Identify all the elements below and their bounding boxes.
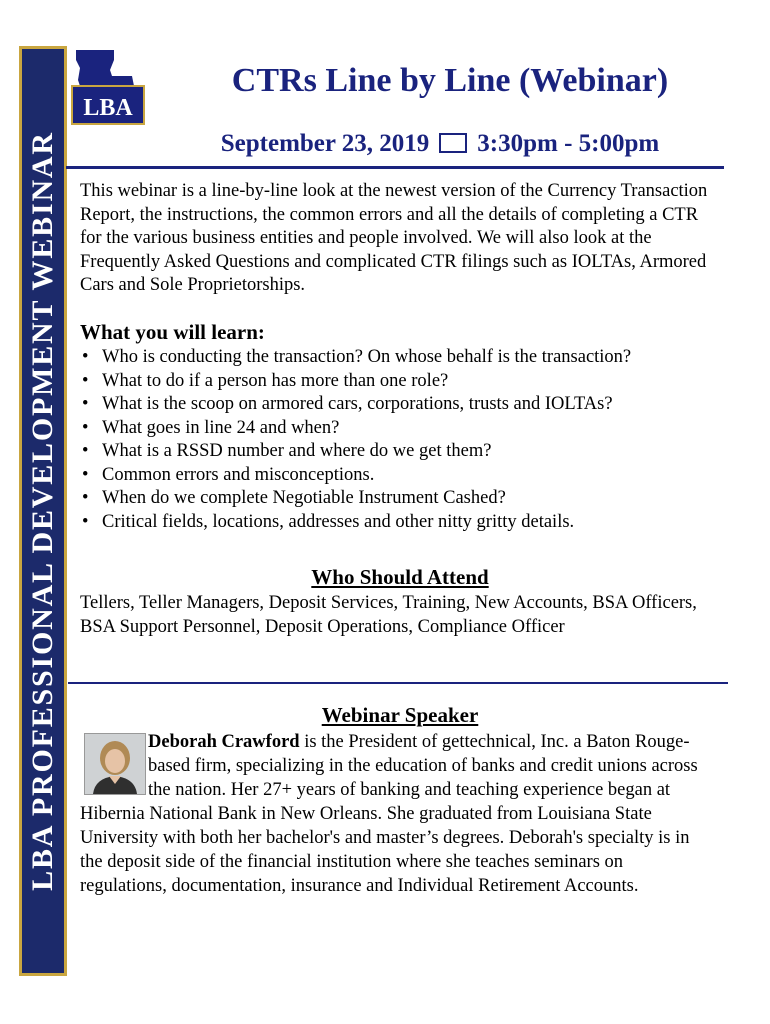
list-item: • What to do if a person has more than one role? [80, 370, 720, 394]
calendar-box-icon [439, 133, 467, 153]
list-item: • What is the scoop on armored cars, corporations, trusts and IOLTAs? [80, 393, 720, 417]
attend-text: Tellers, Teller Managers, Deposit Services, Training, New Accounts, BSA Officers, BSA Support Personnel, Deposit Operations, Compliance Officer [80, 593, 697, 637]
bullet-icon: • [82, 441, 89, 461]
bullet-icon: • [82, 511, 89, 532]
learn-heading: What you will learn: [80, 320, 265, 344]
bullet-icon: • [82, 347, 89, 367]
list-item: • When do we complete Negotiable Instrument Cashed? [80, 487, 720, 511]
speaker-heading: Webinar Speaker [321, 703, 479, 727]
side-banner [19, 46, 67, 976]
learn-list [80, 346, 720, 534]
lba-logo [68, 46, 148, 128]
speaker-name: Deborah Crawford [148, 732, 300, 752]
date-time-line [175, 130, 705, 158]
list-item: • Common errors and misconceptions. [80, 464, 720, 488]
section-divider [68, 682, 728, 684]
list-item: • What goes in line 24 and when? [80, 417, 720, 441]
event-date: September 23, 2019 [220, 130, 430, 157]
intro-paragraph: This webinar is a line-by-line look at the newest version of the Currency Transaction Report, the instructions, the common errors and all the details of completing a CTR for the various business entities and people involved. We will also look at the Frequently Asked Questions and complicated CTR filings such as IOLTAs, Armored Cars and Sole Proprietorships. [80, 181, 708, 295]
bullet-icon: • [82, 394, 89, 414]
bullet-icon: • [82, 370, 89, 391]
logo-text: LBA [83, 95, 133, 121]
attend-heading: Who Should Attend [311, 565, 489, 589]
list-item: • Critical fields, locations, addresses and other nitty gritty details. [80, 511, 720, 535]
bullet-icon: • [82, 417, 89, 438]
event-time: 3:30pm - 5:00pm [477, 130, 660, 157]
list-item: • What is a RSSD number and where do we get them? [80, 440, 720, 464]
louisiana-logo-icon [68, 46, 148, 128]
side-banner-text: LBA PROFESSIONAL DEVELOPMENT WEBINAR [26, 131, 59, 891]
bullet-icon: • [82, 464, 89, 485]
header-divider [66, 166, 724, 169]
speaker-bio [80, 730, 700, 898]
speaker-bio-text: is the President of gettechnical, Inc. a Baton Rouge-based firm, specializing in the education of banks and credit unions across the nation. Her 27+ years of banking and teaching experience began at Hibernia National Bank in New Orleans. She graduated from Louisiana State University with both her bachelor's and master’s degrees. Deborah's specialty is in the deposit side of the financial institution where she teaches seminars on regulations, documentation, insurance and Individual Retirement Accounts. [80, 732, 698, 896]
bullet-icon: • [82, 488, 89, 508]
list-item: • Who is conducting the transaction? On whose behalf is the transaction? [80, 346, 720, 370]
page-title: CTRs Line by Line (Webinar) [231, 62, 669, 99]
photo-spacer [80, 730, 148, 802]
